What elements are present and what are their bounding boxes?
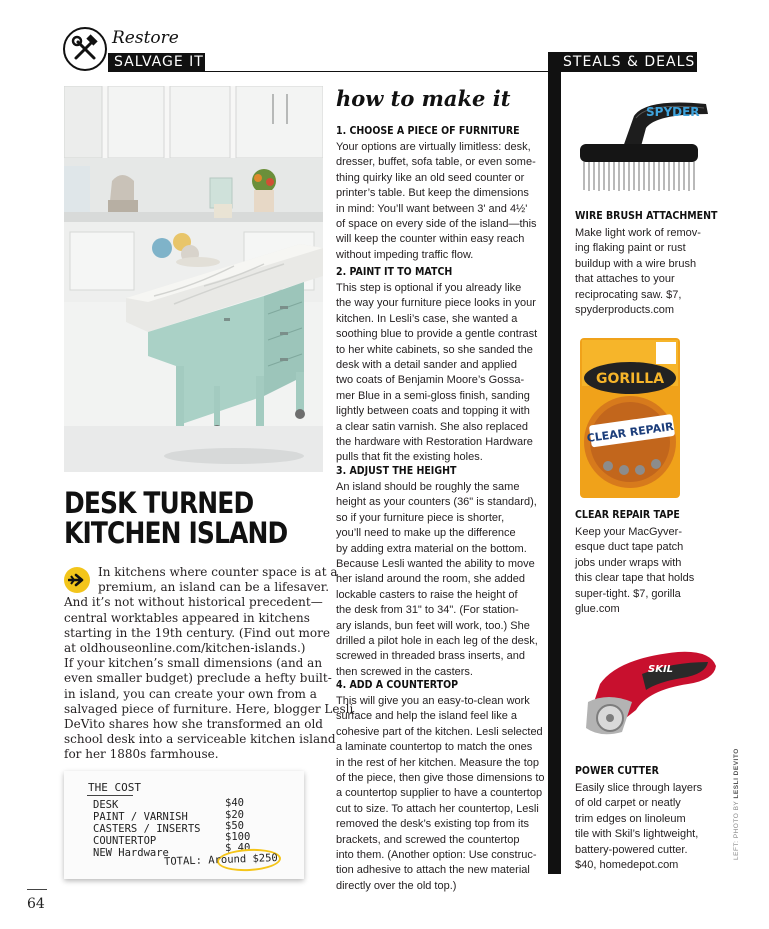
step-body <box>336 140 541 263</box>
cost-item-label: COUNTERTOP <box>93 835 157 847</box>
deal-line: Make light work of remov- <box>575 227 701 239</box>
step-line: This step is optional if you already like <box>336 282 522 294</box>
step-line: mer Blue in a semi-gloss finish, sanding <box>336 389 530 402</box>
step-line: surface and help the island feel like a <box>336 710 518 723</box>
step-line: a countertop supplier to have a countertop <box>336 787 543 800</box>
step-line: removed the desk’s existing top from its <box>336 818 529 831</box>
deal-line: esque duct tape patch <box>575 541 684 554</box>
deal-line: battery-powered cutter. <box>575 843 688 856</box>
deal-heading: POWER CUTTER <box>575 765 659 777</box>
step-body <box>336 480 541 680</box>
step-line: dresser, buffet, sofa table, or even some- <box>336 156 536 169</box>
deals-section-label: STEALS & DEALS <box>553 52 697 72</box>
step-line: kitchen. In Lesli’s case, she wanted a <box>336 312 518 325</box>
step-line: the way your furniture piece looks in your <box>336 297 536 310</box>
cost-item-label: PAINT / VARNISH <box>93 811 188 823</box>
cost-title: THE COST <box>88 781 141 794</box>
step-line: thing quirky like an old seed counter or <box>336 171 525 184</box>
step-line: screwed in threaded brass inserts, and <box>336 650 525 663</box>
step-line: lightly between coats and topping it with <box>336 405 530 418</box>
deal-heading: WIRE BRUSH ATTACHMENT <box>575 210 718 222</box>
deal-wire-brush <box>575 210 735 318</box>
step-line: in mind: You’ll want between 3' and 4½' <box>336 202 528 215</box>
product-brand-label: SKIL <box>648 664 674 675</box>
intro-line: central worktables appeared in kitchens <box>64 610 310 625</box>
product-brand-label: SPYDER <box>646 105 700 119</box>
folio-rule <box>27 889 47 890</box>
deal-line: tile with Skil’s lightweight, <box>575 828 699 841</box>
step-line: of space on every side of the island—this <box>336 218 537 231</box>
deal-line: $40, homedepot.com <box>575 859 679 872</box>
wire-brush-product-image <box>576 92 716 200</box>
headline-line: KITCHEN ISLAND <box>64 516 288 550</box>
product-name-label: CLEAR REPAIR <box>585 419 675 446</box>
step-line: drilled a pilot hole in each leg of the desk, <box>336 635 538 648</box>
step-line: cut to size. To attach her countertop, Lesli <box>336 802 539 815</box>
deal-line: super-tight. $7, gorilla <box>575 587 681 600</box>
how-to-title: how to make it <box>336 86 511 111</box>
step-heading: 2. PAINT IT TO MATCH <box>336 266 453 278</box>
deal-body <box>575 781 735 873</box>
cost-item-label: DESK <box>93 799 119 811</box>
deal-line: Easily slice through layers <box>575 782 703 794</box>
section-script-label: Restore <box>112 28 179 48</box>
cost-item-value: $ 40 <box>225 842 251 854</box>
deal-line: that attaches to your <box>575 273 675 286</box>
intro-line: for her 1880s farmhouse. <box>64 747 219 762</box>
step-line: directly over the old top.) <box>336 879 457 892</box>
headline-line: DESK TURNED <box>64 486 254 520</box>
step-line: will keep the counter within easy reach <box>336 233 525 246</box>
step-line: then screwed in the casters. <box>336 665 473 678</box>
step-line: into them. (Another option: Use construc- <box>336 849 537 862</box>
article-headline <box>64 488 292 548</box>
step-line: the hardware with Restoration Hardware <box>336 436 533 449</box>
step-body <box>336 694 545 894</box>
deals-column-bar <box>548 52 561 874</box>
header-rule <box>205 71 549 72</box>
step-line: two coats of Benjamin Moore’s Gossa- <box>336 374 525 387</box>
step-line: soothing blue to provide a gentle contrast <box>336 328 538 341</box>
deal-heading: CLEAR REPAIR TAPE <box>575 509 680 521</box>
step-line: tion adhesive to attach the new material <box>336 864 530 877</box>
intro-line: starting in the 19th century. (Find out more <box>64 625 330 640</box>
step-line: Because Lesli wanted the ability to move <box>336 558 535 571</box>
cost-card <box>64 771 304 879</box>
deal-line: spyderproducts.com <box>575 304 675 317</box>
step-line: a laminate countertop to match the ones <box>336 741 533 754</box>
intro-line: salvaged piece of furniture. Here, blogger Lesli <box>64 701 354 716</box>
cost-total: TOTAL: Around $250 <box>163 852 278 868</box>
step-line: This will give you an easy-to-clean work <box>336 695 530 707</box>
cost-item-value: $50 <box>225 820 244 832</box>
credit-prefix: LEFT: PHOTO BY <box>733 800 740 860</box>
intro-line: In kitchens where counter space is at a <box>98 565 338 579</box>
step-heading: 4. ADD A COUNTERTOP <box>336 679 459 691</box>
step-line: printer’s table. But keep the dimensions <box>336 187 529 200</box>
step-1 <box>336 125 541 263</box>
page-number: 64 <box>27 896 45 912</box>
step-body <box>336 281 541 466</box>
deal-line: Keep your MacGyver- <box>575 526 682 538</box>
intro-line: And it’s not without historical precedent— <box>64 595 323 610</box>
cost-item-value: $40 <box>225 797 244 809</box>
step-line: so if your furniture piece is shorter, <box>336 511 505 524</box>
article-intro <box>64 565 354 763</box>
step-line: in the rest of her kitchen. Measure the top <box>336 756 540 769</box>
intro-line: at oldhouseonline.com/kitchen-islands.) <box>64 641 306 656</box>
intro-line: If your kitchen’s small dimensions (and an <box>64 656 323 671</box>
step-line: brackets, and screwed the countertop <box>336 833 520 846</box>
step-line: of the piece, then give those dimensions to <box>336 772 545 785</box>
step-line: height as your counters (36" is standard), <box>336 496 537 509</box>
step-4 <box>336 679 545 894</box>
step-line: pulls that fit the existing holes. <box>336 451 483 464</box>
deal-line: ing flaking paint or rust <box>575 242 686 255</box>
cost-title-underline <box>87 795 133 796</box>
step-line: cohesive part of the kitchen. Lesli selected <box>336 725 543 738</box>
intro-line: school desk into a serviceable kitchen island <box>64 732 336 747</box>
step-line: desk with a detail sander and applied <box>336 359 518 372</box>
step-line: to her white cabinets, so she sanded the <box>336 343 533 356</box>
credit-name: LESLI DEVITO <box>733 748 740 799</box>
step-line: her island around the room, she added <box>336 573 525 586</box>
deal-line: reciprocating saw. $7, <box>575 288 682 301</box>
step-heading: 3. ADJUST THE HEIGHT <box>336 465 457 477</box>
step-2 <box>336 266 541 466</box>
step-line: lockable casters to raise the height of <box>336 588 518 601</box>
cost-item-value: $20 <box>225 809 244 821</box>
step-3 <box>336 465 541 680</box>
deal-line: of old carpet or neatly <box>575 797 681 810</box>
deal-clear-repair-tape <box>575 509 735 617</box>
intro-line: in island, you can create your own from a <box>64 686 317 701</box>
step-line: a clear satin varnish. She also replaced <box>336 420 528 433</box>
section-label: SALVAGE IT <box>108 53 205 72</box>
deal-power-cutter <box>575 765 735 873</box>
deal-line: glue.com <box>575 603 620 616</box>
cost-item-label: NEW Hardware <box>93 847 169 859</box>
intro-line: DeVito shares how she transformed an old <box>64 717 323 732</box>
deal-line: jobs under wraps with <box>575 556 682 569</box>
step-line: without impeding traffic flow. <box>336 248 474 261</box>
power-cutter-product-image <box>578 640 720 740</box>
deal-line: trim edges on linoleum <box>575 812 686 825</box>
cost-item-value: $100 <box>225 831 251 843</box>
deal-line: buildup with a wire brush <box>575 257 697 270</box>
intro-line: premium, an island can be a lifesaver. <box>98 580 330 595</box>
step-line: you’ll need to make up the difference <box>336 527 516 540</box>
deal-body <box>575 226 735 318</box>
step-line: by adding extra material on the bottom. <box>336 542 527 555</box>
cost-item-label: CASTERS / INSERTS <box>93 823 201 835</box>
photo-credit <box>733 748 740 860</box>
gorilla-tape-product-image <box>580 338 680 498</box>
intro-line: even smaller budget) preclude a hefty built- <box>64 671 332 686</box>
step-heading: 1. CHOOSE A PIECE OF FURNITURE <box>336 125 520 137</box>
step-line: An island should be roughly the same <box>336 481 520 493</box>
step-line: ary islands, bun feet will work, too.) She <box>336 619 530 632</box>
step-line: Your options are virtually limitless: desk, <box>336 141 531 153</box>
deal-body <box>575 525 735 617</box>
deal-line: this clear tape that holds <box>575 572 695 585</box>
product-brand-label: GORILLA <box>595 371 665 387</box>
kitchen-island-photo <box>64 86 323 472</box>
hammer-wrench-icon <box>63 27 107 71</box>
step-line: the desk from 31" to 34". (For station- <box>336 604 519 617</box>
